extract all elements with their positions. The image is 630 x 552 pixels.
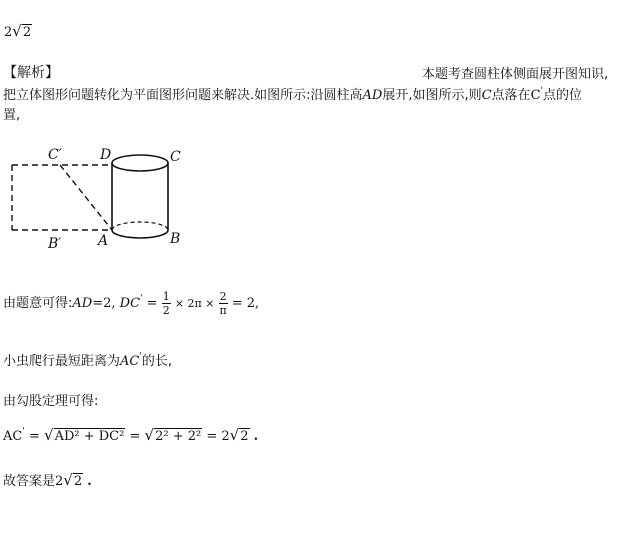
label-d: D (100, 147, 112, 163)
step2-prime: ' (139, 352, 142, 362)
step2-ac: AC (120, 354, 140, 369)
label-c-prime: C′ (48, 147, 62, 163)
analysis-line2-ad: AD (362, 88, 383, 103)
step1 (3, 290, 259, 317)
final-radicand: 2 (73, 474, 83, 489)
top-answer-sqrt: √2 (12, 22, 32, 40)
analysis-tag: 【解析】 (3, 65, 59, 81)
step4-prime: ' (22, 427, 25, 437)
step1-frac2 (219, 290, 228, 317)
label-c: C (170, 149, 181, 165)
analysis-line2-a: 把立体图形问题转化为平面图形问题来解决.如图所示:沿圆柱高 (3, 88, 363, 103)
step1-ad: AD (72, 296, 93, 311)
final-coef: 2 (55, 474, 64, 489)
step1-dc: DC (119, 296, 141, 311)
analysis-line2-prime: ' (540, 86, 543, 96)
cylinder-top (112, 155, 168, 171)
step4-rad2: 2² + 2² (155, 429, 202, 444)
top-answer-radicand: 2 (22, 25, 32, 40)
step4-sqrt1: √AD² + DC² (44, 426, 125, 444)
step3: 由勾股定理可得: (3, 394, 99, 409)
analysis-line2 (3, 84, 582, 103)
analysis-line3: 置, (3, 108, 21, 123)
step2 (3, 350, 172, 369)
step4-sqrt3: √2 (229, 426, 249, 444)
analysis-intro-right: 本题考查圆柱体侧面展开图知识, (422, 67, 609, 82)
step1-frac1 (162, 290, 171, 317)
step4-end: . (253, 429, 259, 444)
step1-prime: ' (140, 294, 143, 304)
top-answer-coef: 2 (4, 25, 13, 40)
analysis-line2-d: 点落在 (491, 88, 531, 103)
final-prefix: 故答案是 (3, 474, 56, 489)
analysis-line2-cp: C (530, 88, 541, 103)
step1-frac1-num: 1 (162, 290, 170, 303)
label-b-prime: B′ (48, 236, 62, 252)
dashed-diagonal (60, 165, 112, 230)
step4-lhs: AC (3, 429, 23, 444)
analysis-line2-c: C (481, 88, 492, 103)
analysis-line2-b: 展开,如图所示,则 (382, 88, 482, 103)
step2-text-a: 小虫爬行最短距离为 (3, 354, 121, 369)
step4-eq1: = (28, 429, 40, 444)
step4-sqrt2: √2² + 2² (144, 426, 202, 444)
step4-rad3: 2 (240, 429, 249, 444)
label-a: A (98, 233, 109, 249)
final-sqrt: √2 (63, 471, 83, 489)
final-end: . (87, 474, 92, 489)
step4-eq3: = 2 (206, 429, 230, 444)
step1-frac2-num: 2 (219, 290, 227, 303)
cylinder-unfold-figure (0, 140, 200, 260)
step4-eq2: = (129, 429, 141, 444)
step1-frac2-den: π (219, 304, 227, 317)
step1-ad-eq: =2, (92, 296, 116, 311)
step1-prefix: 由题意可得: (3, 296, 73, 311)
step1-result: = 2, (231, 296, 260, 311)
step4 (3, 426, 258, 444)
step1-frac1-den: 2 (162, 304, 170, 317)
label-b: B (170, 231, 181, 247)
cylinder-bottom-back (112, 222, 168, 230)
cylinder-bottom-front (112, 230, 168, 238)
step1-eq: = (146, 296, 158, 311)
step4-rad1: AD² + DC² (54, 429, 125, 444)
analysis-line2-e: 点的位 (543, 88, 583, 103)
step1-times: × 2π × (174, 297, 215, 310)
final-answer (3, 470, 92, 489)
top-answer (4, 22, 32, 40)
step2-text-b: 的长, (141, 354, 172, 369)
